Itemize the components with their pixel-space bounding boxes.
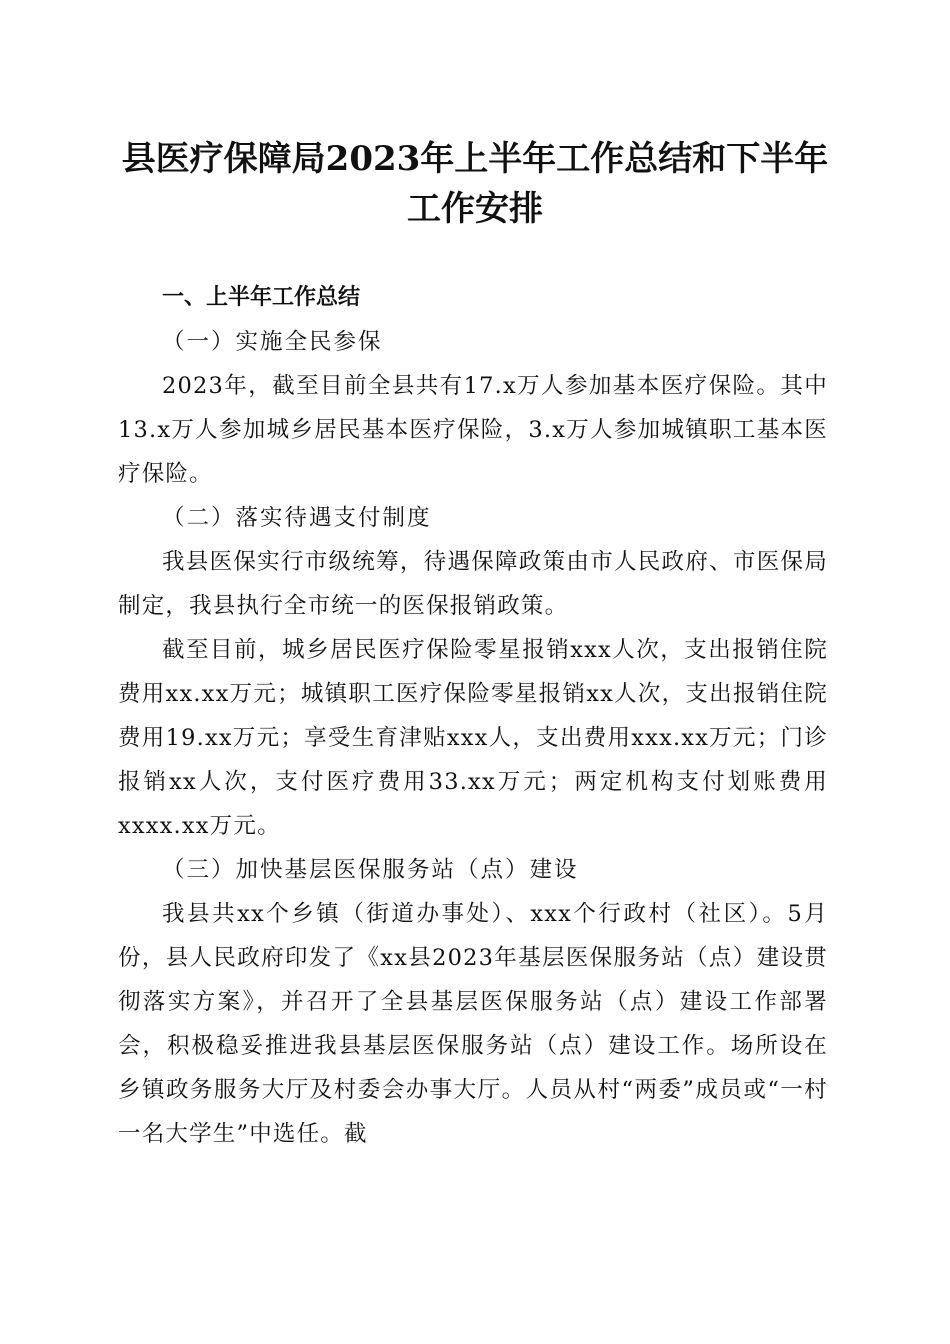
subsection-heading-1: （一）实施全民参保 bbox=[162, 329, 383, 355]
paragraph: 我县医保实行市级统筹，待遇保障政策由市人民政府、市医保局制定，我县执行全市统一的医保报销政策。 bbox=[118, 549, 828, 619]
paragraph: 截至目前，城乡居民医疗保险零星报销xxx人次，支出报销住院费用xx.xx万元；城镇职工医疗保险零星报销xx人次，支出报销住院费用19.xx万元；享受生育津贴xxx人，支出费用xxx.xx万元；门诊报销xx人次，支付医疗费用33.xx万元；两定机构支付划账费用xxxx.xx万元。 bbox=[118, 637, 828, 839]
section-heading-1: 一、上半年工作总结 bbox=[162, 285, 361, 310]
subsection-heading-3: （三）加快基层医保服务站（点）建设 bbox=[162, 857, 579, 883]
paragraph: 我县共xx个乡镇（街道办事处）、xxx个行政村（社区）。5月份，县人民政府印发了《xx县2023年基层医保服务站（点）建设贯彻落实方案》，并召开了全县基层医保服务站（点）建设工作部署会，积极稳妥推进我县基层医保服务站（点）建设工作。场所设在乡镇政务服务大厅及村委会办事大厅。人员从村“两委”成员或“一村一名大学生”中选任。截 bbox=[118, 901, 828, 1147]
document-body bbox=[118, 276, 828, 1156]
subsection-heading-2: （二）落实待遇支付制度 bbox=[162, 505, 432, 531]
document-title: 县医疗保障局2023年上半年工作总结和下半年工作安排 bbox=[121, 139, 829, 229]
paragraph: 2023年，截至目前全县共有17.x万人参加基本医疗保险。其中13.x万人参加城乡居民基本医疗保险，3.x万人参加城镇职工基本医疗保险。 bbox=[118, 373, 828, 487]
